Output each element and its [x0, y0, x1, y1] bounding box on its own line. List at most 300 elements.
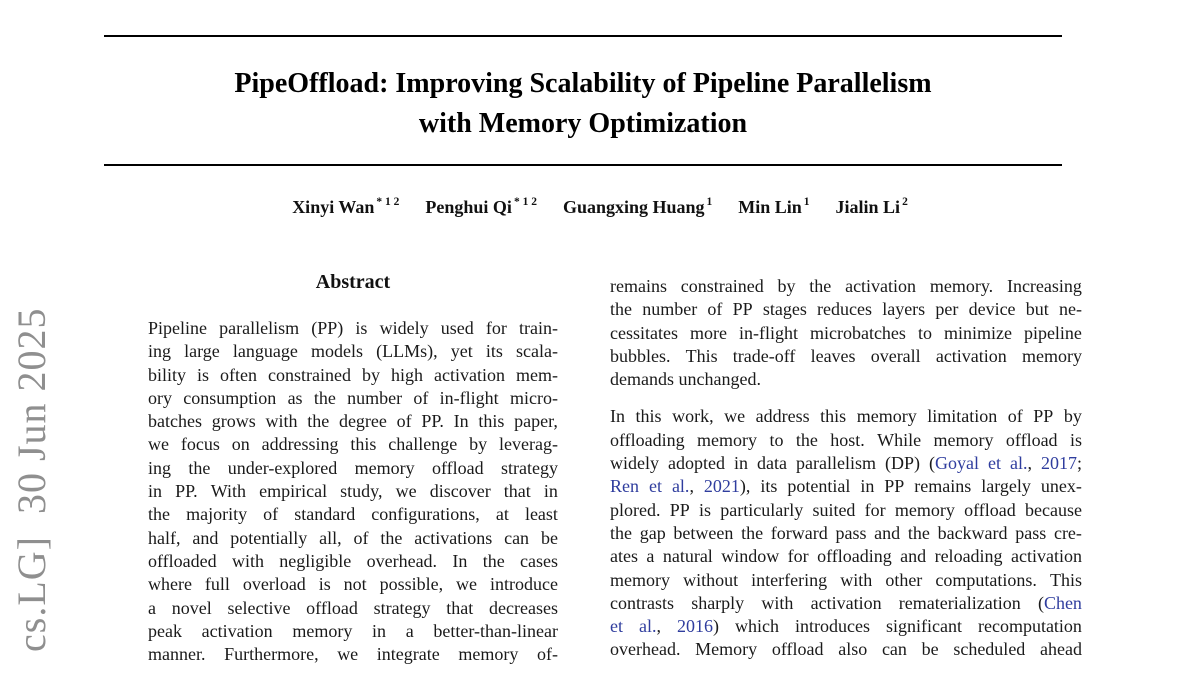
- text-run: on: [231, 434, 250, 455]
- word: [885, 453, 920, 476]
- word: [288, 388, 303, 411]
- divider-title-bottom-rule: [104, 164, 1062, 166]
- word: [884, 476, 904, 499]
- text-run: with: [231, 550, 264, 571]
- text-line: [148, 481, 558, 504]
- text-run: of: [263, 504, 279, 525]
- text-run: all,: [319, 527, 342, 548]
- word: [734, 453, 748, 476]
- text-run: mem-: [515, 364, 558, 385]
- word: [809, 276, 831, 299]
- word: [1050, 570, 1082, 593]
- text-run: number: [347, 387, 403, 408]
- word: [1040, 639, 1082, 662]
- text-run: rematerialization: [898, 592, 1021, 613]
- text-run: constrained: [680, 276, 764, 296]
- word: [610, 299, 632, 322]
- word: [756, 406, 810, 429]
- text-run: PP.: [175, 481, 198, 502]
- word: [735, 616, 779, 639]
- citation-link[interactable]: al.: [639, 616, 657, 637]
- word: [610, 430, 685, 453]
- text-line: [148, 598, 558, 621]
- text-line: [610, 346, 1082, 369]
- word: [1007, 276, 1082, 299]
- word: [610, 500, 660, 523]
- text-run: the: [610, 299, 632, 320]
- text-run: PP: [884, 476, 905, 497]
- citation-link[interactable]: Goyal: [934, 453, 979, 474]
- text-run: more: [689, 322, 727, 343]
- text-run: ahead: [1040, 639, 1082, 660]
- text-run: to: [769, 429, 784, 450]
- author-name: Min Lin $^1$: [738, 196, 810, 217]
- word: [501, 458, 558, 481]
- word: [380, 574, 444, 597]
- text-run: activations: [414, 527, 493, 548]
- word: [636, 406, 662, 429]
- text-run: memory: [697, 429, 758, 450]
- word: [292, 621, 352, 644]
- word: [184, 341, 220, 364]
- citation-link[interactable]: et: [987, 453, 1001, 474]
- word: [233, 341, 298, 364]
- word: [865, 500, 886, 523]
- word: [232, 551, 264, 574]
- word: [1041, 453, 1082, 476]
- citation-link[interactable]: et: [648, 476, 662, 497]
- text-run: we: [337, 644, 359, 665]
- word: [228, 458, 338, 481]
- word: [388, 434, 457, 457]
- text-run: in: [860, 476, 875, 497]
- word: [845, 276, 916, 299]
- text-run: this: [478, 411, 505, 432]
- text-line: [148, 574, 558, 597]
- word: [374, 598, 431, 621]
- text-run: paper,: [514, 411, 558, 432]
- text-run: without: [683, 569, 739, 590]
- word: [456, 574, 477, 597]
- text-run: the: [380, 527, 403, 548]
- word: [1022, 346, 1082, 369]
- text-run: integrate: [376, 644, 440, 665]
- word: [230, 528, 307, 551]
- text-run: the: [313, 387, 336, 408]
- text-run: its: [485, 341, 503, 362]
- text-run: the: [907, 522, 930, 543]
- word: [935, 570, 1037, 593]
- word: [934, 430, 994, 453]
- word: [188, 458, 210, 481]
- word: [885, 570, 922, 593]
- word: [769, 430, 783, 453]
- text-run: language: [232, 341, 298, 362]
- text-run: memory: [292, 620, 353, 641]
- paper-title-line2: with Memory Optimization: [418, 108, 748, 139]
- word: [900, 546, 926, 569]
- citation-link[interactable]: 2021: [703, 476, 740, 497]
- word: [953, 639, 1025, 662]
- text-run: the: [188, 457, 211, 478]
- citation-link[interactable]: 2016: [677, 616, 713, 637]
- word: [739, 323, 798, 346]
- text-run: and: [874, 522, 901, 543]
- citation-link[interactable]: Ren: [610, 476, 639, 497]
- text-run: and: [900, 546, 927, 567]
- text-run: microbatches: [809, 322, 906, 343]
- text-line: [610, 570, 1082, 593]
- word: [212, 411, 256, 434]
- word: [1059, 299, 1082, 322]
- word: [205, 574, 230, 597]
- word: [469, 434, 487, 457]
- word: [520, 551, 558, 574]
- text-run: PP: [669, 499, 690, 520]
- word: [519, 318, 558, 341]
- word: [186, 504, 247, 527]
- word: [640, 523, 666, 546]
- word: [964, 500, 1016, 523]
- text-run: plored.: [610, 499, 661, 520]
- word: [610, 323, 678, 346]
- text-run: a: [148, 597, 156, 618]
- word: [681, 276, 764, 299]
- text-run: adopted: [668, 453, 725, 474]
- word: [483, 551, 505, 574]
- word: [380, 318, 429, 341]
- word: [670, 500, 690, 523]
- word: [817, 299, 872, 322]
- text-run: of: [396, 411, 412, 432]
- word: [279, 551, 351, 574]
- word: [446, 598, 473, 621]
- text-run: half,: [148, 527, 181, 548]
- text-run: activation: [201, 620, 273, 641]
- text-run: Memory: [695, 639, 758, 660]
- text-run: by: [469, 434, 488, 455]
- word: [148, 458, 171, 481]
- citation-link[interactable]: al.: [671, 476, 690, 497]
- text-run: ),: [739, 476, 751, 497]
- word: [454, 411, 469, 434]
- word: [430, 481, 491, 504]
- word: [340, 481, 382, 504]
- text-run: batches: [148, 411, 202, 432]
- word: [355, 458, 415, 481]
- word: [486, 341, 503, 364]
- word: [695, 639, 757, 662]
- text-run: in: [148, 481, 163, 502]
- word: [988, 453, 1001, 476]
- text-run: in: [372, 620, 387, 641]
- text-run: between: [673, 522, 734, 543]
- word: [406, 621, 414, 644]
- word: [263, 504, 278, 527]
- text-run: not: [343, 574, 367, 595]
- word: [697, 430, 757, 453]
- word: [516, 341, 558, 364]
- word: [820, 406, 846, 429]
- text-run: address: [755, 406, 810, 427]
- text-run: challenge: [388, 434, 458, 455]
- word: [882, 299, 925, 322]
- text-run: data: [757, 453, 787, 474]
- word: [148, 621, 182, 644]
- word: [211, 481, 246, 504]
- word: [355, 318, 367, 341]
- word: [895, 500, 955, 523]
- text-run: standard: [294, 504, 356, 525]
- text-run: addressing: [261, 434, 339, 455]
- word: [433, 621, 558, 644]
- word: [981, 476, 1031, 499]
- word: [148, 318, 207, 341]
- word: [219, 318, 299, 341]
- text-run: ne-: [1058, 299, 1082, 320]
- text-run: bility: [148, 364, 187, 385]
- text-run: of-: [536, 644, 558, 665]
- text-run: In: [453, 411, 469, 432]
- text-line: [148, 528, 558, 551]
- word: [441, 318, 474, 341]
- text-run: PP: [732, 299, 753, 320]
- word: [372, 621, 386, 644]
- text-run: particularly: [720, 499, 804, 520]
- word: [319, 574, 331, 597]
- text-run: constrained: [268, 364, 351, 385]
- text-run: (PP): [311, 318, 344, 338]
- abstract-column: [148, 318, 558, 667]
- text-run: significant: [885, 616, 962, 637]
- text-line: [610, 639, 1082, 662]
- word: [795, 616, 870, 639]
- text-run: large: [184, 341, 220, 362]
- word: [339, 411, 387, 434]
- word: [835, 523, 866, 546]
- word: [771, 523, 828, 546]
- text-run: memory: [354, 457, 415, 478]
- word: [908, 523, 930, 546]
- citation-link[interactable]: Chen: [1043, 592, 1082, 613]
- word: [1010, 453, 1032, 476]
- word: [796, 430, 818, 453]
- text-line: [610, 323, 1082, 346]
- text-run: offloaded: [148, 550, 217, 571]
- text-line: [610, 500, 1082, 523]
- word: [610, 523, 632, 546]
- word: [376, 341, 438, 364]
- text-run: better-than-linear: [433, 620, 558, 641]
- text-line: [610, 299, 1082, 322]
- text-run: by: [1063, 406, 1082, 427]
- word: [882, 639, 907, 662]
- word: [978, 616, 1082, 639]
- text-run: manner.: [148, 644, 206, 665]
- word: [812, 500, 855, 523]
- word: [1070, 430, 1082, 453]
- text-run: can: [504, 527, 530, 548]
- word: [927, 406, 997, 429]
- text-run: offload: [964, 499, 1016, 520]
- text-run: pass: [835, 522, 867, 543]
- word: [935, 546, 1003, 569]
- text-run: backward: [937, 522, 1008, 543]
- text-run: offload: [1005, 429, 1058, 450]
- word: [490, 574, 558, 597]
- word: [724, 406, 745, 429]
- text-run: overload: [242, 574, 306, 595]
- author-affiliation-sup: * 1 2: [513, 196, 537, 208]
- word: [514, 411, 558, 434]
- text-run: cessitates: [610, 322, 678, 343]
- text-run: strategy: [500, 457, 558, 478]
- word: [367, 551, 437, 574]
- text-run: leaves: [810, 345, 856, 366]
- text-run: memory: [933, 429, 994, 450]
- text-run: other: [885, 569, 923, 590]
- word: [148, 598, 156, 621]
- text-run: offload: [306, 597, 358, 618]
- text-run: micro-: [509, 387, 558, 408]
- word: [148, 551, 217, 574]
- text-run: this: [350, 434, 377, 455]
- text-run: offload: [771, 639, 824, 660]
- text-run: we: [456, 574, 478, 595]
- text-run: majority: [186, 504, 248, 525]
- text-run: is: [318, 574, 331, 595]
- text-run: stages: [762, 299, 807, 320]
- word: [830, 430, 865, 453]
- word: [148, 341, 171, 364]
- text-run: the: [482, 550, 505, 571]
- word: [262, 434, 339, 457]
- paper-title-line1: PipeOffload: Improving Scalability of Pipeline Parallelism: [234, 68, 932, 99]
- word: [391, 365, 423, 388]
- text-run: ,: [689, 476, 694, 497]
- text-run: be: [921, 639, 939, 660]
- citation-link[interactable]: 2017: [1040, 453, 1077, 474]
- text-run: sharply: [691, 592, 745, 613]
- word: [353, 528, 368, 551]
- word: [148, 411, 202, 434]
- text-run: ory: [148, 387, 172, 408]
- text-run: is: [698, 499, 711, 520]
- word: [721, 546, 779, 569]
- word: [610, 406, 625, 429]
- text-run: in: [543, 481, 558, 502]
- text-run: scheduled: [953, 639, 1026, 660]
- word: [181, 434, 220, 457]
- text-line: [610, 430, 1082, 453]
- author-name: Xinyi Wan $^{* 1 2}$: [292, 196, 400, 217]
- word: [677, 616, 719, 639]
- word: [672, 476, 694, 499]
- word: [347, 388, 402, 411]
- word: [1015, 523, 1046, 546]
- text-line: [610, 616, 1082, 639]
- word: [704, 476, 751, 499]
- word: [857, 406, 917, 429]
- word: [610, 346, 671, 369]
- text-line: [148, 621, 558, 644]
- word: [243, 574, 306, 597]
- text-run: be: [540, 527, 558, 548]
- word: [663, 546, 713, 569]
- word: [504, 481, 531, 504]
- text-run: in: [733, 453, 748, 474]
- text-run: activation: [810, 592, 882, 613]
- text-run: (: [928, 453, 935, 474]
- citation-link[interactable]: al.: [1009, 453, 1028, 474]
- text-run: (: [1037, 592, 1044, 613]
- word: [817, 546, 892, 569]
- text-run: the: [809, 276, 832, 296]
- text-run: Pipeline: [148, 318, 207, 338]
- text-run: with: [761, 592, 794, 613]
- author-affiliation-sup: 2: [902, 196, 908, 208]
- text-run: decreases: [489, 597, 558, 618]
- word: [1054, 523, 1082, 546]
- paper-title: [104, 64, 1062, 144]
- word: [760, 476, 777, 499]
- word: [478, 411, 504, 434]
- text-run: overall: [870, 345, 921, 366]
- text-line: [148, 341, 558, 364]
- text-run: introduces: [795, 616, 870, 637]
- citation-link[interactable]: et: [610, 616, 623, 637]
- text-run: While: [877, 429, 922, 450]
- word: [504, 528, 529, 551]
- word: [197, 365, 209, 388]
- text-run: yet: [450, 341, 473, 362]
- word: [499, 434, 558, 457]
- word: [148, 388, 172, 411]
- text-run: cre-: [1053, 522, 1082, 543]
- text-run: study,: [340, 481, 383, 502]
- word: [918, 323, 932, 346]
- text-run: PP: [1033, 406, 1054, 427]
- text-line: [148, 458, 558, 481]
- word: [421, 411, 444, 434]
- text-run: that: [503, 481, 531, 502]
- text-run: is: [1069, 429, 1082, 450]
- word: [1041, 476, 1082, 499]
- word: [930, 276, 993, 299]
- text-run: This: [1049, 569, 1082, 590]
- text-run: which: [735, 616, 779, 637]
- text-run: this: [820, 406, 847, 427]
- text-run: in-flight: [738, 322, 798, 343]
- word: [148, 574, 192, 597]
- text-run: high: [390, 364, 423, 385]
- word: [1038, 593, 1082, 616]
- word: [1008, 406, 1023, 429]
- text-line: [148, 434, 558, 457]
- text-run: to: [917, 322, 932, 343]
- word: [610, 570, 670, 593]
- word: [936, 346, 1007, 369]
- text-run: with: [265, 411, 298, 432]
- text-run: selective: [227, 597, 291, 618]
- text-run: parallelism: [219, 318, 300, 338]
- text-line: [148, 551, 558, 574]
- word: [860, 476, 874, 499]
- text-run: natural: [662, 546, 713, 567]
- text-run: peak: [148, 620, 182, 641]
- word: [510, 388, 558, 411]
- text-run: offloading: [610, 429, 685, 450]
